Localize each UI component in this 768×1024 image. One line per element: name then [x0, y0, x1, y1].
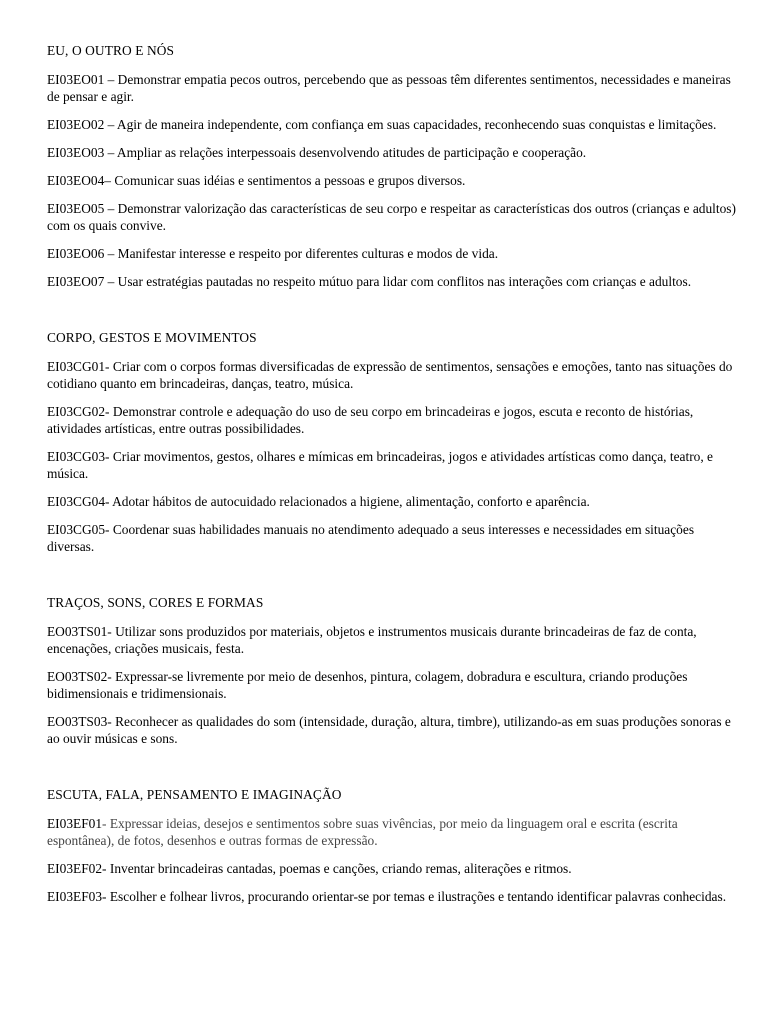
- objective-item: [47, 521, 737, 555]
- section-corpo-gestos-e-movimentos: [47, 329, 737, 555]
- objective-text: - Criar com o corpos formas diversificadas de expressão de sentimentos, sensações e emoções, tanto nas situações do cotidiano quanto em brincadeiras, danças, teatro, música.: [47, 359, 733, 391]
- section-heading: CORPO, GESTOS E MOVIMENTOS: [47, 330, 257, 345]
- objective-text: – Ampliar as relações interpessoais desenvolvendo atitudes de participação e cooperação.: [104, 145, 587, 160]
- objective-item: [47, 144, 737, 161]
- objective-text: - Criar movimentos, gestos, olhares e mímicas em brincadeiras, jogos e atividades artísticas como dança, teatro, e música.: [47, 449, 713, 481]
- objective-text: – Manifestar interesse e respeito por diferentes culturas e modos de vida.: [104, 246, 499, 261]
- objective-text: - Utilizar sons produzidos por materiais, objetos e instrumentos musicais durante brincadeiras de faz de conta, encenações, criações musicais, festa.: [47, 624, 697, 656]
- objective-item: [47, 493, 737, 510]
- objective-code: EI03EO01: [47, 72, 105, 87]
- objective-item: [47, 668, 737, 702]
- objective-code: EI03EO04: [47, 173, 105, 188]
- objective-item: [47, 358, 737, 392]
- objective-code: EO03TS03: [47, 714, 108, 729]
- section-spacer: [47, 566, 737, 594]
- objective-text: - Reconhecer as qualidades do som (intensidade, duração, altura, timbre), utilizando-as em suas produções sonoras e ao ouvir músicas e sons.: [47, 714, 731, 746]
- objective-text: – Demonstrar valorização das características de seu corpo e respeitar as características dos outros (crianças e adultos) com os quais convive.: [47, 201, 736, 233]
- objective-code: EI03CG03: [47, 449, 106, 464]
- objective-code: EI03EF01: [47, 816, 103, 831]
- objective-code: EO03TS01: [47, 624, 108, 639]
- objective-code: EI03EO07: [47, 274, 105, 289]
- objective-text: - Demonstrar controle e adequação do uso de seu corpo em brincadeiras e jogos, escuta e reconto de histórias, atividades artísticas, entre outras possibilidades.: [47, 404, 694, 436]
- objective-item: [47, 713, 737, 747]
- objective-text: – Usar estratégias pautadas no respeito mútuo para lidar com conflitos nas interações com crianças e adultos.: [104, 274, 692, 289]
- objective-code: EI03EF03: [47, 889, 103, 904]
- document-page: [47, 42, 737, 916]
- section-eu-o-outro-e-nos: [47, 42, 737, 290]
- objective-item: [47, 403, 737, 437]
- objective-item: [47, 245, 737, 262]
- objective-code: EI03EO05: [47, 201, 105, 216]
- objective-item: [47, 172, 737, 189]
- section-spacer: [47, 758, 737, 786]
- objective-code: EI03EF02: [47, 861, 103, 876]
- objective-code: EI03EO06: [47, 246, 105, 261]
- objective-text: - Escolher e folhear livros, procurando orientar-se por temas e ilustrações e tentando identificar palavras conhecidas.: [102, 889, 727, 904]
- objective-text: - Expressar ideias, desejos e sentimentos sobre suas vivências, por meio da linguagem oral e escrita (escrita espontânea), de fotos, desenhos e outras formas de expressão.: [47, 816, 678, 848]
- objective-text: - Coordenar suas habilidades manuais no atendimento adequado a seus interesses e necessidades em situações diversas.: [47, 522, 695, 554]
- objective-item: [47, 273, 737, 290]
- objective-code: EI03CG05: [47, 522, 106, 537]
- objective-text: – Agir de maneira independente, com confiança em suas capacidades, reconhecendo suas conquistas e limitações.: [104, 117, 717, 132]
- objective-text: – Comunicar suas idéias e sentimentos a pessoas e grupos diversos.: [104, 173, 466, 188]
- section-heading: ESCUTA, FALA, PENSAMENTO E IMAGINAÇÃO: [47, 787, 342, 802]
- objective-item: [47, 200, 737, 234]
- objective-text: - Expressar-se livremente por meio de desenhos, pintura, colagem, dobradura e escultura, criando produções bidimensionais e tridimensionais.: [47, 669, 688, 701]
- objective-code: EO03TS02: [47, 669, 108, 684]
- objective-item: [47, 888, 737, 905]
- objective-item: [47, 860, 737, 877]
- objective-text: - Inventar brincadeiras cantadas, poemas e canções, criando remas, aliterações e ritmos.: [102, 861, 572, 876]
- section-heading: EU, O OUTRO E NÓS: [47, 43, 175, 58]
- objective-code: EI03EO03: [47, 145, 105, 160]
- objective-text: - Adotar hábitos de autocuidado relacionados a higiene, alimentação, conforto e aparência.: [105, 494, 590, 509]
- objective-item: [47, 623, 737, 657]
- section-heading: TRAÇOS, SONS, CORES E FORMAS: [47, 595, 264, 610]
- objective-code: EI03CG01: [47, 359, 106, 374]
- objective-item: [47, 448, 737, 482]
- section-spacer: [47, 301, 737, 329]
- objective-code: EI03CG02: [47, 404, 106, 419]
- section-escuta-fala-pensamento-e-imaginacao: [47, 786, 737, 905]
- objective-item: [47, 71, 737, 105]
- objective-text: – Demonstrar empatia pecos outros, percebendo que as pessoas têm diferentes sentimentos, necessidades e maneiras de pensar e agir.: [47, 72, 731, 104]
- objective-item: [47, 116, 737, 133]
- objective-item: [47, 815, 737, 849]
- objective-code: EI03EO02: [47, 117, 105, 132]
- section-tracos-sons-cores-e-formas: [47, 594, 737, 747]
- objective-code: EI03CG04: [47, 494, 106, 509]
